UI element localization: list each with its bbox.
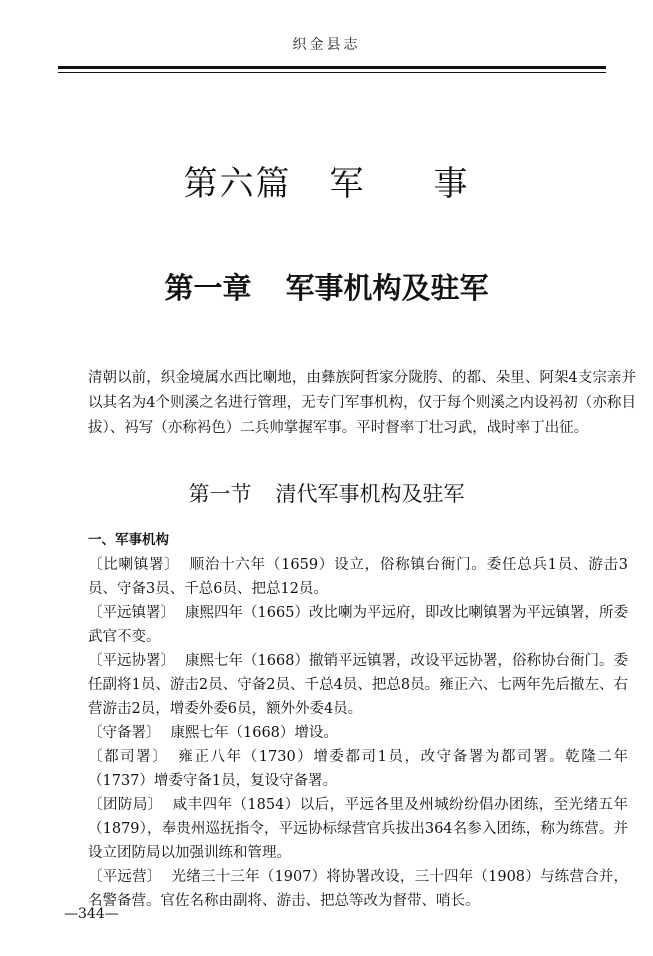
entry-pingyuan-ying — [62, 865, 628, 913]
section-number: 第一节 — [188, 482, 252, 506]
entry-label: 〔平远协署〕 — [88, 653, 176, 669]
running-header: 织金县志 — [292, 37, 361, 53]
intro-paragraph: 清朝以前，织金境属水西比喇地，由彝族阿哲家分陇胯、的都、朵里、阿架4支宗亲并以其名为4个则溪之名进行管理，无专门军事机构，仅于每个则溪之内设祃初（亦称目拔）、祃写（亦称祃色）二兵帅掌握军事。平时督率丁壮习武，战时率丁出征。 — [88, 370, 636, 436]
entry-label: 〔平远营〕 — [88, 869, 162, 885]
entry-text: 光绪三十三年（1907）将协署改设，三十四年（1908）与练营合并，名警备营。官佐名称由副将、游击、把总等改为督带、哨长。 — [88, 869, 628, 909]
entry-text: 康熙七年（1668）增设。 — [170, 725, 338, 741]
chapter-number: 第一章 — [164, 271, 252, 305]
part-number: 第六篇 — [183, 164, 292, 204]
entry-label: 〔都司署〕 — [88, 749, 169, 765]
chapter-title — [0, 266, 653, 307]
entry-label: 〔比喇镇署〕 — [88, 557, 180, 573]
entry-text: 雍正八年（1730）增委都司1员，改守备署为都司署。乾隆二年（1737）增委守备1员，复设守备署。 — [88, 749, 629, 789]
header-rule-thin — [58, 72, 606, 73]
entry-label: 〔守备署〕 — [88, 725, 161, 741]
entry-text: 顺治十六年（1659）设立，俗称镇台衙门。委任总兵1员、游击3员、守备3员、千总6员、把总12员。 — [88, 557, 628, 597]
page-number: —344— — [64, 906, 119, 922]
entry-bila-zhenshu — [62, 553, 628, 601]
entry-dusi-shu — [62, 745, 628, 793]
section-name: 清代军事机构及驻军 — [275, 482, 465, 506]
part-title — [0, 156, 653, 205]
entry-text: 康熙四年（1665）改比喇为平远府，即改比喇镇署为平远镇署，所委武官不变。 — [88, 605, 629, 645]
part-name-b: 事 — [433, 164, 470, 204]
entry-label: 〔团防局〕 — [88, 797, 163, 813]
chapter-name: 军事机构及驻军 — [285, 271, 489, 305]
subsection-heading: 一、军事机构 — [88, 532, 169, 548]
entry-pingyuan-zhenshu — [62, 601, 628, 649]
entry-shoubei-shu — [62, 721, 628, 745]
header-rule-thick — [58, 66, 606, 69]
entry-pingyuan-xieshu — [62, 649, 628, 721]
part-name-a: 军 — [329, 164, 366, 204]
entry-text: 咸丰四年（1854）以后，平远各里及州城纷纷倡办团练，至光绪五年（1879），奉贵州巡抚指令，平远协标绿营官兵拔出364名参入团练，称为练营。并设立团防局以加强训练和管理。 — [88, 797, 629, 861]
entry-label: 〔平远镇署〕 — [88, 605, 176, 621]
entry-tuanfang-ju — [62, 793, 628, 865]
section-title — [0, 478, 653, 508]
entry-text: 康熙七年（1668）撤销平远镇署，改设平远协署，俗称协台衙门。委任副将1员、游击2员、守备2员、千总4员、把总8员。雍正六、七两年先后撤左、右营游击2员，增委外委6员，额外外委4员。 — [88, 653, 629, 717]
